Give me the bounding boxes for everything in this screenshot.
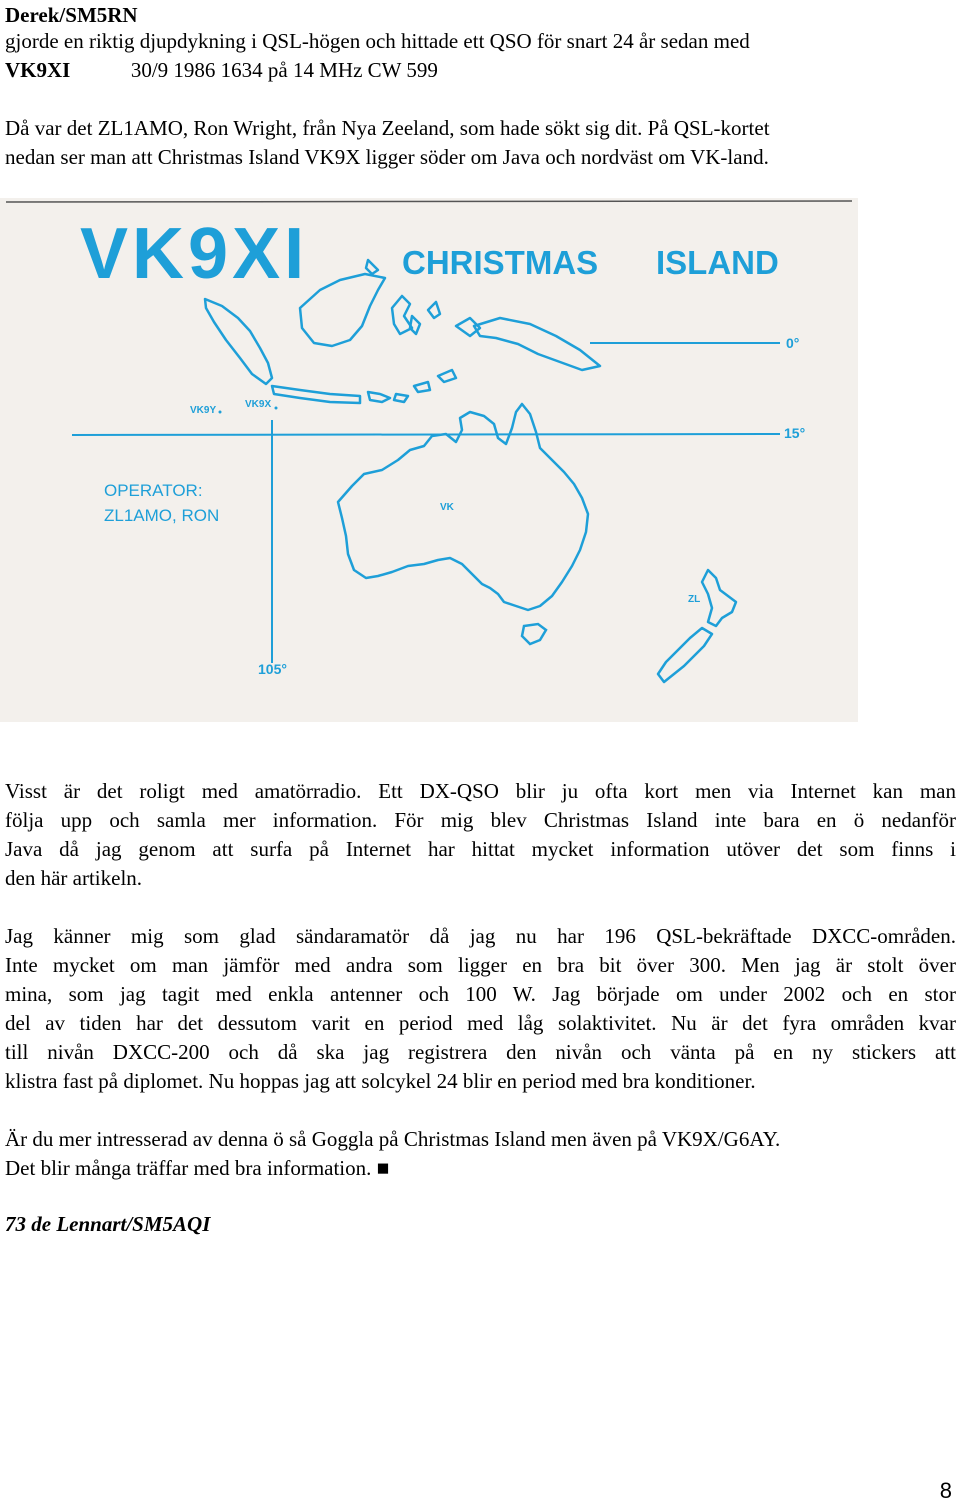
card-title-left: CHRISTMAS [402, 244, 599, 281]
qso-details: 30/9 1986 1634 på 14 MHz CW 599 [130, 58, 438, 82]
new-zealand-outline [658, 570, 736, 682]
paragraph-2 [5, 922, 956, 1096]
paragraph-3-line-2: Det blir många träffar med bra information. ■ [5, 1156, 390, 1180]
paragraph-2-line: Inte mycket om man jämför med andra som ligger en bra bit över 300. Men jag är stolt över [5, 953, 956, 977]
lat-0-label: 0° [786, 335, 800, 351]
lon-105-label: 105° [258, 661, 287, 677]
author-name: Derek/SM5RN [5, 3, 138, 27]
paragraph-2-line: klistra fast på diplomet. Nu hoppas jag att solcykel 24 blir en period med bra konditioner. [5, 1069, 756, 1093]
operator-label: OPERATOR: [104, 481, 203, 500]
operator-name: ZL1AMO, RON [104, 506, 220, 525]
card-callsign: VK9XI [80, 214, 309, 294]
signature: 73 de Lennart/SM5AQI [5, 1212, 211, 1236]
paragraph-2-line: till nivån DXCC-200 och då ska jag registrera den nivån och vänta på en ny stickers att [5, 1040, 956, 1064]
vk-label: VK [440, 502, 454, 513]
qso-callsign: VK9XI [5, 58, 71, 82]
card-title-right: ISLAND [656, 244, 779, 281]
intro-line-2: nedan ser man att Christmas Island VK9X ligger söder om Java och nordväst om VK-land. [5, 145, 769, 169]
qsl-card [0, 198, 858, 722]
paragraph-2-line: mina, som jag tagit med enkla antenner och 100 W. Jag började om under 2002 och en stor [5, 982, 956, 1006]
paragraph-2-line: del av tiden har det dessutom varit en period med låg solaktivitet. Nu är det fyra områden kvar [5, 1011, 956, 1035]
paragraph-3-line-1: Är du mer intresserad av denna ö så Goggla på Christmas Island men även på VK9X/G6AY. [5, 1127, 781, 1151]
paragraph-1-line: följa upp och samla mer information. För mig blev Christmas Island inte bara en ö nedanför [5, 808, 956, 832]
qsl-card-map [0, 198, 858, 722]
page-number: 8 [939, 1478, 952, 1503]
header-line: gjorde en riktig djupdykning i QSL-högen och hittade ett QSO för snart 24 år sedan med [5, 29, 750, 53]
vk9y-label: VK9Y [190, 405, 217, 416]
zl-label: ZL [688, 594, 701, 605]
intro-line-1: Då var det ZL1AMO, Ron Wright, från Nya Zeeland, som hade sökt sig dit. På QSL-kortet [5, 116, 770, 140]
paragraph-2-line: Jag känner mig som glad sändaramatör då jag nu har 196 QSL-bekräftade DXCC-områden. [5, 924, 956, 948]
qso-line [5, 56, 438, 85]
paragraph-1-line: den här artikeln. [5, 866, 143, 890]
paragraph-1 [5, 777, 956, 893]
paragraph-1-line: Visst är det roligt med amatörradio. Ett DX-QSO blir ju ofta kort men via Internet kan man [5, 779, 956, 803]
vk9x-label: VK9X [245, 399, 272, 410]
paragraph-1-line: Java då jag genom att surfa på Internet har hittat mycket information utöver det som finns i [5, 837, 956, 861]
lat-15-label: 15° [784, 425, 806, 441]
